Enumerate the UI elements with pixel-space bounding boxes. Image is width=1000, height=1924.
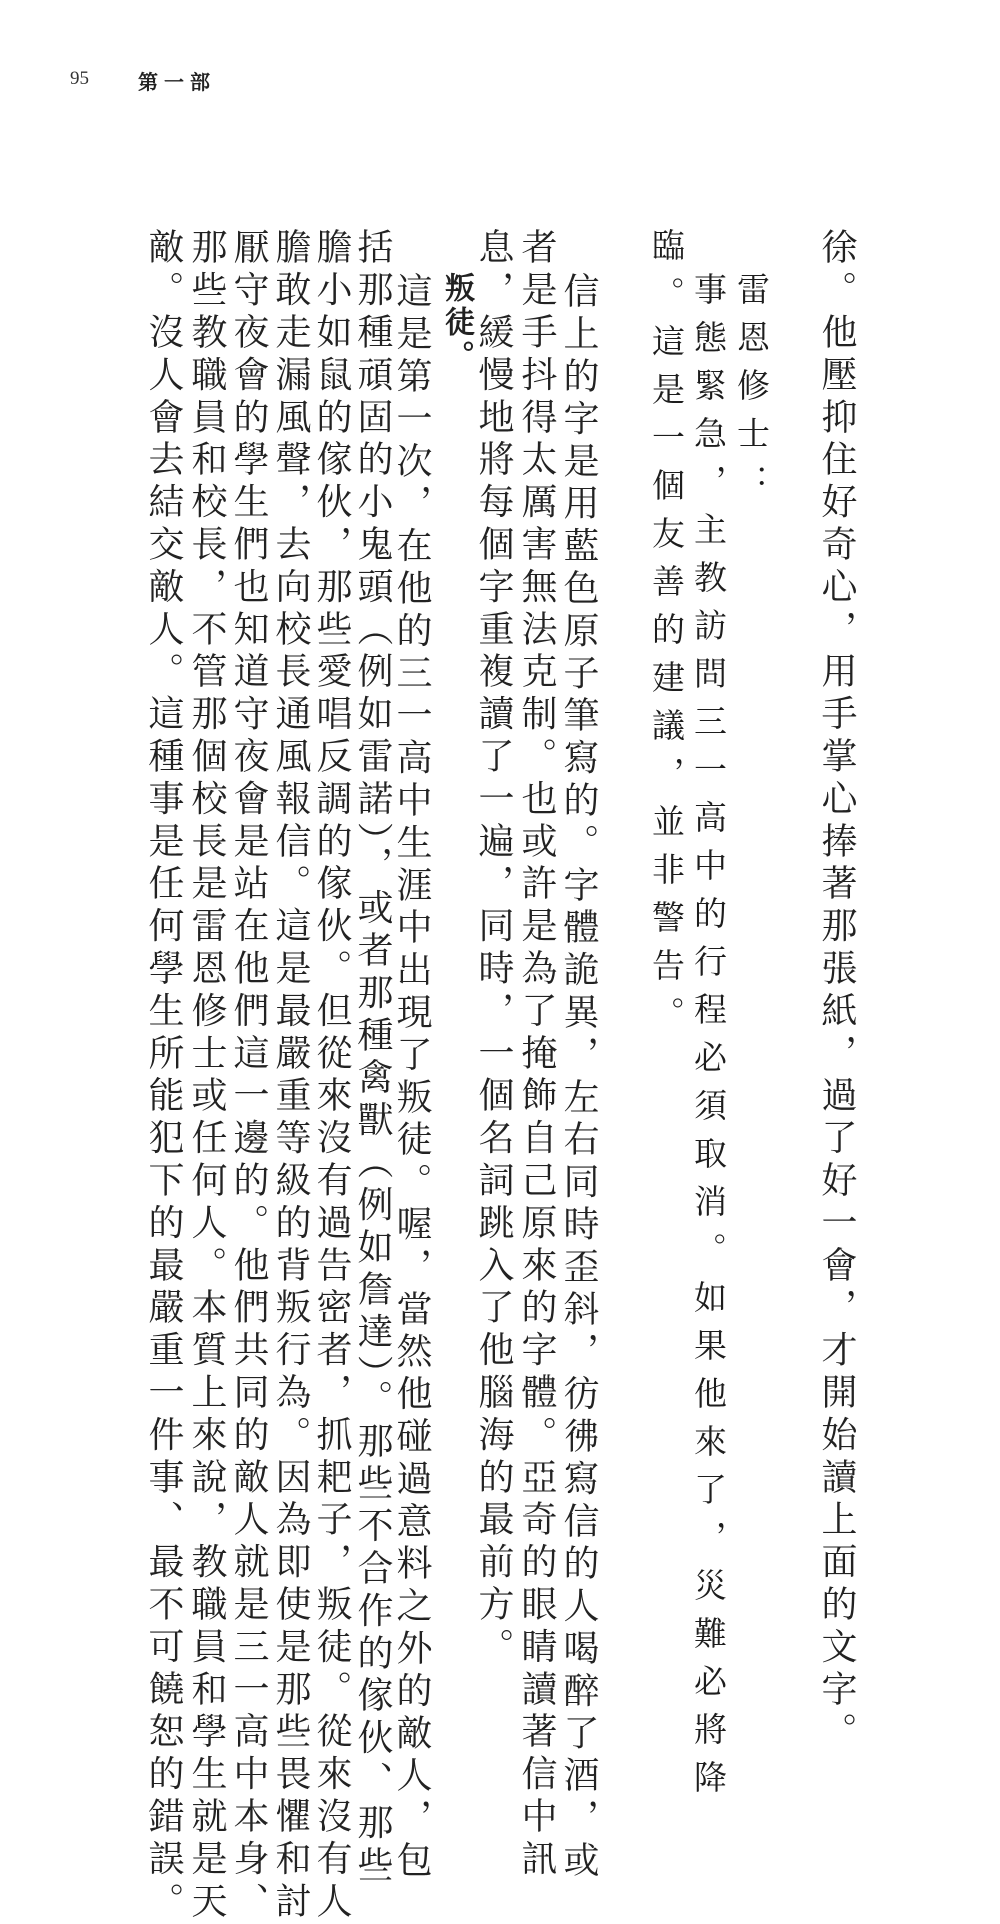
text-column: 那些教職員和校長，不管那個校長是雷恩修士或任何人。本質上來說，教職員和學生就是天 <box>186 228 227 1924</box>
text-column: 徐。他壓抑住好奇心，用手掌心捧著那張紙，過了好一會，才開始讀上面的文字。 <box>816 228 857 1755</box>
text-column: 敵。沒人會去結交敵人。這種事是任何學生所能犯下的最嚴重一件事、最不可饒恕的錯誤。 <box>143 228 184 1924</box>
text-column: 息，緩慢地將每個字重複讀了一遍，同時，一個名詞跳入了他腦海的最前方。 <box>473 228 514 1670</box>
text-column: 者是手抖得太厲害無法克制。也或許是為了掩飾自己原來的字體。亞奇的眼睛讀著信中訊 <box>516 228 557 1882</box>
text-column: 信上的字是用藍色原子筆寫的。字體詭異，左右同時歪斜，彷彿寫信的人喝醉了酒，或 <box>558 272 599 1884</box>
running-header <box>0 68 1000 108</box>
section-heading: 叛徒。 <box>439 272 474 374</box>
text-column: 這是第一次，在他的三一高中生涯中出現了叛徒。喔，當然他碰過意料之外的敵人，包 <box>391 272 432 1884</box>
text-column: 厭守夜會的學生們也知道守夜會是站在他們這一邊的。他們共同的敵人就是三一高中本身、 <box>228 228 269 1924</box>
part-title: 第一部 <box>138 70 216 94</box>
handwritten-letter-line: 臨。這是一個友善的建議，並非警告。 <box>647 228 686 1044</box>
text-column: 膽敢走漏風聲，去向校長通風報信。這是最嚴重等級的背叛行為。因為即使是那些畏懼和討 <box>270 228 311 1924</box>
text-column: 膽小如鼠的傢伙，那些愛唱反調的傢伙。但從來沒有過告密者，抓耙子，叛徒。從來沒有人 <box>311 228 352 1924</box>
text-column: 括那種頑固的小鬼頭（例如雷諾），或者那種禽獸（例如詹達）。那些不合作的傢伙、那些 <box>352 228 393 1888</box>
handwritten-letter-line: 雷恩修士： <box>732 272 771 512</box>
handwritten-letter-line: 事態緊急，主教訪問三一高中的行程必須取消。如果他來了，災難必將降 <box>689 272 728 1808</box>
page-number: 95 <box>70 68 89 89</box>
